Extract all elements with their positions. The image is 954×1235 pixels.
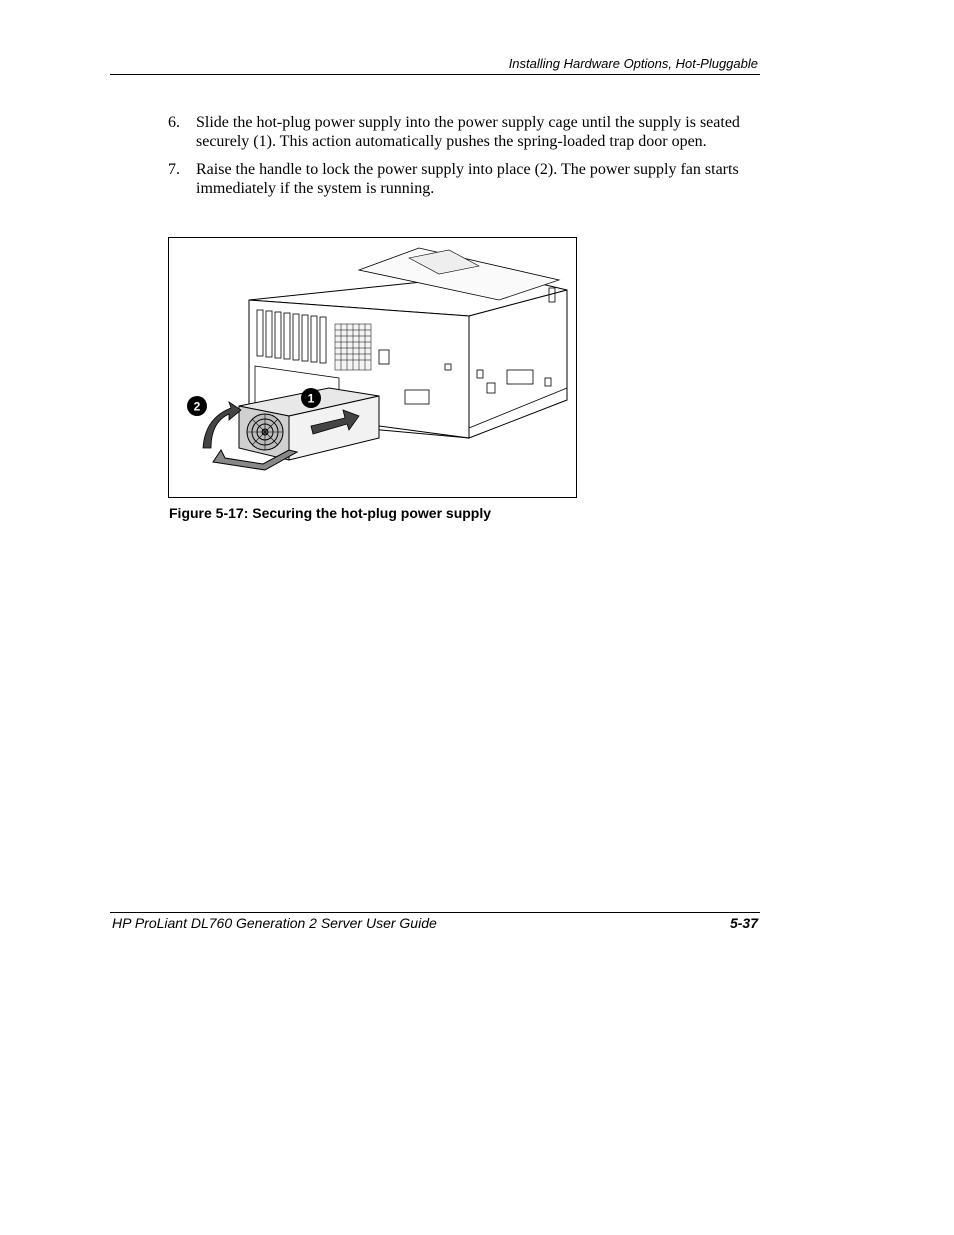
- step-text: Slide the hot-plug power supply into the power supply cage until the supply is seated securely (1). This action automatically pushes the spring-loaded trap door open.: [196, 114, 740, 150]
- callout-2-label: 2: [193, 399, 201, 414]
- running-header: Installing Hardware Options, Hot-Pluggable: [508, 56, 758, 71]
- procedure-steps: [168, 113, 748, 207]
- header-rule: [110, 74, 760, 75]
- server-illustration: [169, 238, 576, 497]
- step-text: Raise the handle to lock the power supply into place (2). The power supply fan starts immediately if the system is running.: [196, 161, 739, 197]
- callout-1-label: 1: [307, 391, 315, 406]
- step-7: [168, 160, 748, 198]
- footer-rule: [110, 912, 760, 913]
- chassis-side: [469, 290, 567, 438]
- step-number: 6.: [168, 114, 180, 131]
- psu-handle: [213, 450, 297, 470]
- figure-power-supply: [168, 237, 577, 498]
- lift-arrow-icon: [203, 402, 241, 448]
- step-number: 7.: [168, 161, 180, 178]
- footer-guide-title: HP ProLiant DL760 Generation 2 Server User Guide: [112, 915, 437, 931]
- step-6: [168, 113, 748, 151]
- page-number: 5-37: [729, 915, 758, 931]
- front-grille: [335, 324, 371, 370]
- figure-caption: Figure 5-17: Securing the hot-plug power supply: [169, 505, 492, 521]
